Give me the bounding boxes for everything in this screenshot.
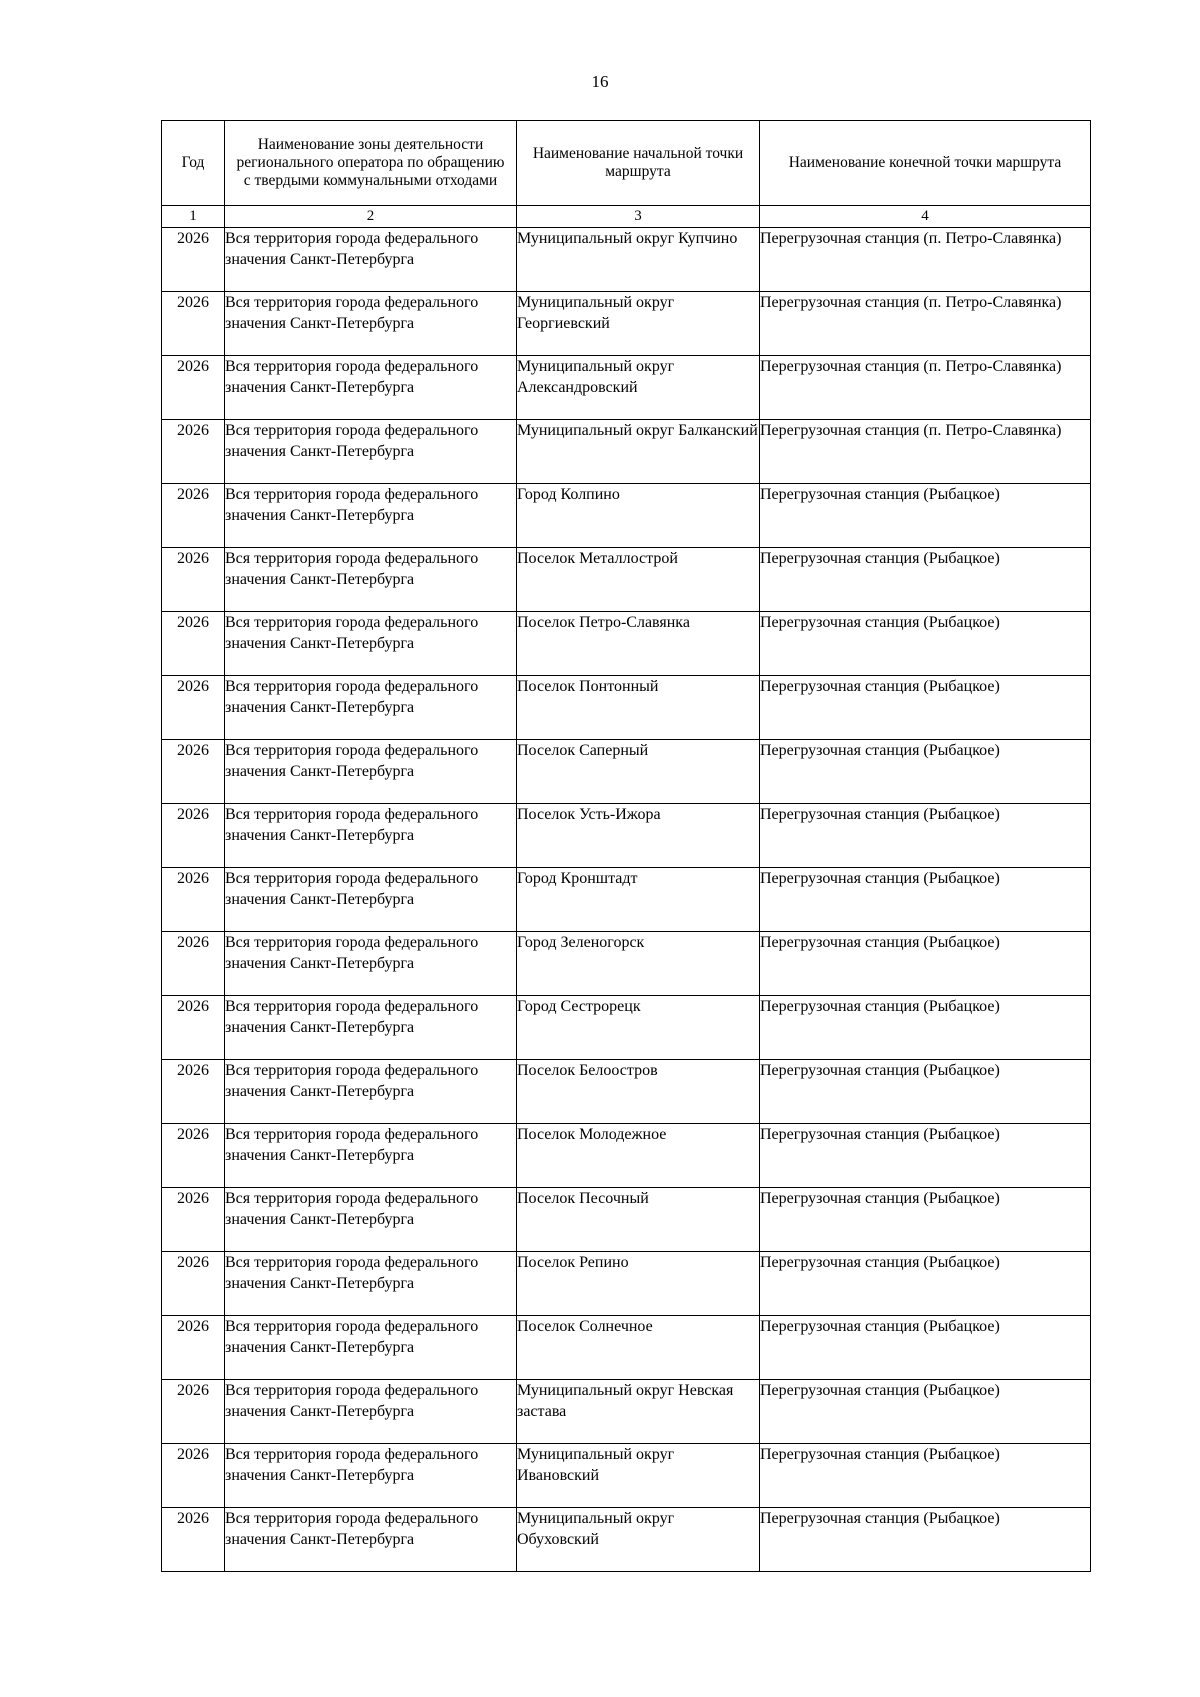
start-point-cell: Муниципальный округ Ивановский: [517, 1444, 760, 1508]
table-row: [162, 1316, 1091, 1380]
start-point-cell: Муниципальный округ Купчино: [517, 228, 760, 292]
table-row: [162, 1252, 1091, 1316]
start-point-cell: Город Зеленогорск: [517, 932, 760, 996]
zone-cell: Вся территория города федерального значения Санкт-Петербурга: [225, 612, 517, 676]
start-point-cell: Поселок Белоостров: [517, 1060, 760, 1124]
year-cell: 2026: [162, 292, 225, 356]
table-row: [162, 676, 1091, 740]
end-point-cell: Перегрузочная станция (Рыбацкое): [760, 1444, 1091, 1508]
column-number-row: [162, 206, 1091, 228]
table-row: [162, 420, 1091, 484]
header-end-point: Наименование конечной точки маршрута: [760, 121, 1091, 206]
end-point-cell: Перегрузочная станция (Рыбацкое): [760, 1060, 1091, 1124]
table-row: [162, 740, 1091, 804]
end-point-cell: Перегрузочная станция (п. Петро-Славянка): [760, 420, 1091, 484]
start-point-cell: Поселок Репино: [517, 1252, 760, 1316]
column-number: 3: [517, 206, 760, 228]
end-point-cell: Перегрузочная станция (Рыбацкое): [760, 548, 1091, 612]
table-row: [162, 868, 1091, 932]
year-cell: 2026: [162, 1188, 225, 1252]
zone-cell: Вся территория города федерального значения Санкт-Петербурга: [225, 1252, 517, 1316]
end-point-cell: Перегрузочная станция (Рыбацкое): [760, 740, 1091, 804]
zone-cell: Вся территория города федерального значения Санкт-Петербурга: [225, 1380, 517, 1444]
end-point-cell: Перегрузочная станция (Рыбацкое): [760, 1508, 1091, 1572]
table-row: [162, 612, 1091, 676]
table-body: [162, 228, 1091, 1572]
table-row: [162, 548, 1091, 612]
zone-cell: Вся территория города федерального значения Санкт-Петербурга: [225, 1188, 517, 1252]
start-point-cell: Поселок Петро-Славянка: [517, 612, 760, 676]
end-point-cell: Перегрузочная станция (Рыбацкое): [760, 676, 1091, 740]
table-row: [162, 1188, 1091, 1252]
start-point-cell: Поселок Молодежное: [517, 1124, 760, 1188]
zone-cell: Вся территория города федерального значения Санкт-Петербурга: [225, 1124, 517, 1188]
header-year: Год: [162, 121, 225, 206]
table-row: [162, 292, 1091, 356]
start-point-cell: Муниципальный округ Балканский: [517, 420, 760, 484]
start-point-cell: Поселок Песочный: [517, 1188, 760, 1252]
table-row: [162, 356, 1091, 420]
zone-cell: Вся территория города федерального значения Санкт-Петербурга: [225, 228, 517, 292]
year-cell: 2026: [162, 420, 225, 484]
year-cell: 2026: [162, 740, 225, 804]
year-cell: 2026: [162, 484, 225, 548]
end-point-cell: Перегрузочная станция (Рыбацкое): [760, 1252, 1091, 1316]
start-point-cell: Поселок Солнечное: [517, 1316, 760, 1380]
year-cell: 2026: [162, 548, 225, 612]
table-row: [162, 484, 1091, 548]
zone-cell: Вся территория города федерального значения Санкт-Петербурга: [225, 548, 517, 612]
column-number: 2: [225, 206, 517, 228]
end-point-cell: Перегрузочная станция (Рыбацкое): [760, 1124, 1091, 1188]
table-row: [162, 1380, 1091, 1444]
table-row: [162, 1124, 1091, 1188]
start-point-cell: Муниципальный округ Александровский: [517, 356, 760, 420]
zone-cell: Вся территория города федерального значения Санкт-Петербурга: [225, 740, 517, 804]
zone-cell: Вся территория города федерального значения Санкт-Петербурга: [225, 676, 517, 740]
year-cell: 2026: [162, 868, 225, 932]
end-point-cell: Перегрузочная станция (Рыбацкое): [760, 484, 1091, 548]
table-header-row: [162, 121, 1091, 206]
end-point-cell: Перегрузочная станция (Рыбацкое): [760, 868, 1091, 932]
start-point-cell: Поселок Саперный: [517, 740, 760, 804]
table-row: [162, 228, 1091, 292]
end-point-cell: Перегрузочная станция (Рыбацкое): [760, 804, 1091, 868]
end-point-cell: Перегрузочная станция (Рыбацкое): [760, 1380, 1091, 1444]
year-cell: 2026: [162, 1508, 225, 1572]
zone-cell: Вся территория города федерального значения Санкт-Петербурга: [225, 1444, 517, 1508]
page-number: 16: [591, 72, 609, 91]
table-row: [162, 1508, 1091, 1572]
year-cell: 2026: [162, 932, 225, 996]
start-point-cell: Муниципальный округ Обуховский: [517, 1508, 760, 1572]
routes-table: [161, 120, 1091, 1572]
zone-cell: Вся территория города федерального значения Санкт-Петербурга: [225, 356, 517, 420]
zone-cell: Вся территория города федерального значения Санкт-Петербурга: [225, 868, 517, 932]
zone-cell: Вся территория города федерального значения Санкт-Петербурга: [225, 292, 517, 356]
header-zone: Наименование зоны деятельности регионального оператора по обращению с твердыми коммунальными отходами: [225, 121, 517, 206]
table-row: [162, 996, 1091, 1060]
zone-cell: Вся территория города федерального значения Санкт-Петербурга: [225, 1060, 517, 1124]
end-point-cell: Перегрузочная станция (п. Петро-Славянка): [760, 356, 1091, 420]
year-cell: 2026: [162, 228, 225, 292]
year-cell: 2026: [162, 804, 225, 868]
zone-cell: Вся территория города федерального значения Санкт-Петербурга: [225, 1508, 517, 1572]
zone-cell: Вся территория города федерального значения Санкт-Петербурга: [225, 1316, 517, 1380]
zone-cell: Вся территория города федерального значения Санкт-Петербурга: [225, 420, 517, 484]
column-number: 4: [760, 206, 1091, 228]
end-point-cell: Перегрузочная станция (Рыбацкое): [760, 612, 1091, 676]
year-cell: 2026: [162, 996, 225, 1060]
zone-cell: Вся территория города федерального значения Санкт-Петербурга: [225, 804, 517, 868]
table-row: [162, 1060, 1091, 1124]
table-row: [162, 1444, 1091, 1508]
end-point-cell: Перегрузочная станция (Рыбацкое): [760, 1316, 1091, 1380]
end-point-cell: Перегрузочная станция (п. Петро-Славянка): [760, 228, 1091, 292]
zone-cell: Вся территория города федерального значения Санкт-Петербурга: [225, 484, 517, 548]
zone-cell: Вся территория города федерального значения Санкт-Петербурга: [225, 996, 517, 1060]
start-point-cell: Поселок Понтонный: [517, 676, 760, 740]
year-cell: 2026: [162, 1444, 225, 1508]
year-cell: 2026: [162, 612, 225, 676]
year-cell: 2026: [162, 1316, 225, 1380]
end-point-cell: Перегрузочная станция (п. Петро-Славянка): [760, 292, 1091, 356]
end-point-cell: Перегрузочная станция (Рыбацкое): [760, 996, 1091, 1060]
year-cell: 2026: [162, 356, 225, 420]
start-point-cell: Поселок Усть-Ижора: [517, 804, 760, 868]
table-row: [162, 932, 1091, 996]
start-point-cell: Город Колпино: [517, 484, 760, 548]
year-cell: 2026: [162, 676, 225, 740]
start-point-cell: Поселок Металлострой: [517, 548, 760, 612]
start-point-cell: Муниципальный округ Георгиевский: [517, 292, 760, 356]
zone-cell: Вся территория города федерального значения Санкт-Петербурга: [225, 932, 517, 996]
year-cell: 2026: [162, 1124, 225, 1188]
start-point-cell: Город Кронштадт: [517, 868, 760, 932]
header-start-point: Наименование начальной точки маршрута: [517, 121, 760, 206]
end-point-cell: Перегрузочная станция (Рыбацкое): [760, 932, 1091, 996]
end-point-cell: Перегрузочная станция (Рыбацкое): [760, 1188, 1091, 1252]
start-point-cell: Город Сестрорецк: [517, 996, 760, 1060]
table-row: [162, 804, 1091, 868]
year-cell: 2026: [162, 1252, 225, 1316]
year-cell: 2026: [162, 1060, 225, 1124]
column-number: 1: [162, 206, 225, 228]
start-point-cell: Муниципальный округ Невская застава: [517, 1380, 760, 1444]
year-cell: 2026: [162, 1380, 225, 1444]
